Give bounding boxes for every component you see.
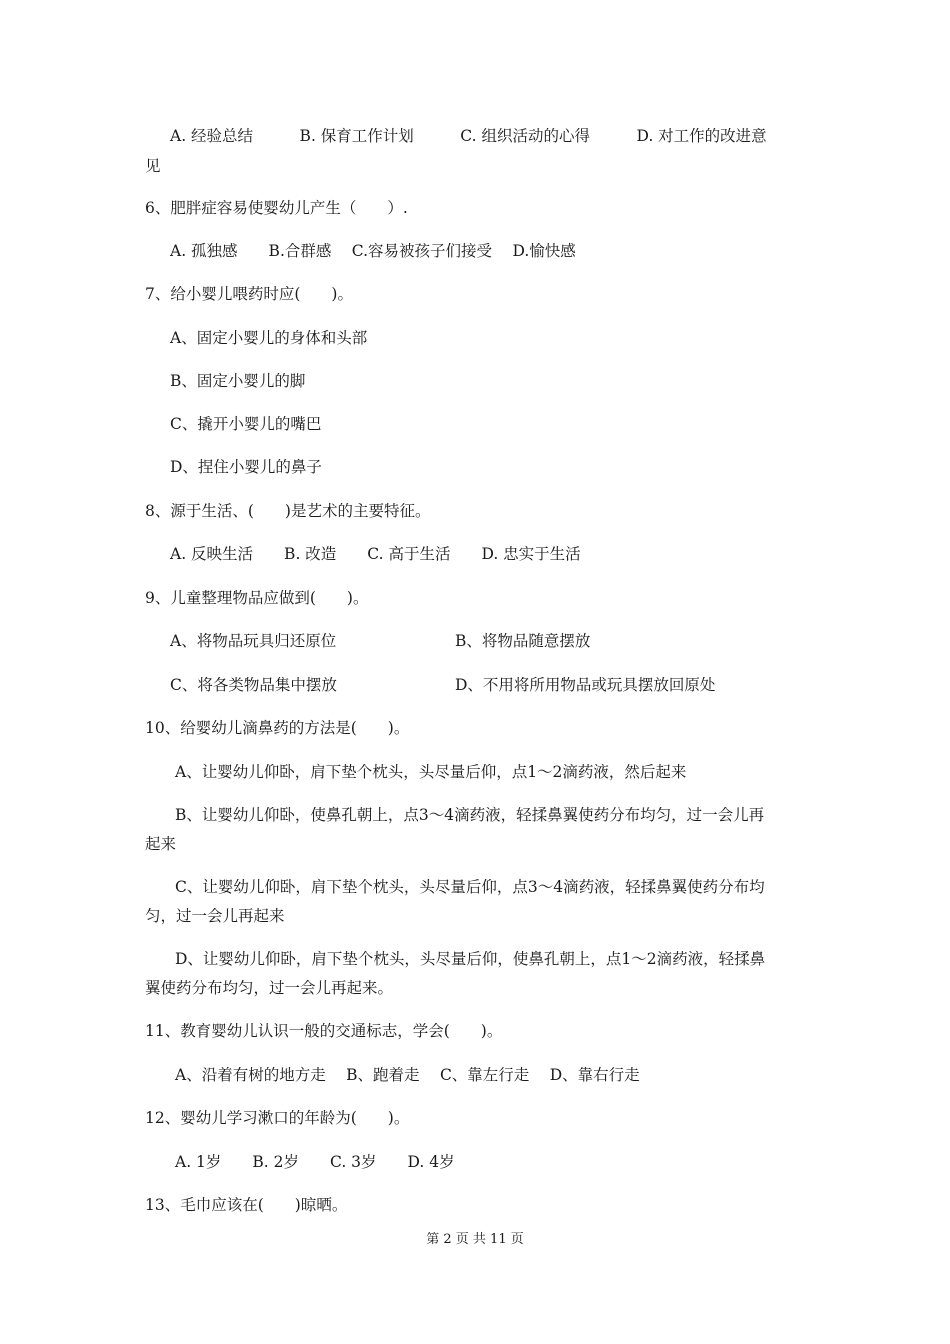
q5-options: A. 经验总结 B. 保育工作计划 C. 组织活动的心得 D. 对工作的改进意: [170, 127, 767, 145]
question-6: 6、肥胖症容易使婴幼儿产生（ ）.: [145, 199, 408, 217]
q9-option-b: B、将物品随意摆放: [455, 632, 591, 650]
question-10: 10、给婴幼儿滴鼻药的方法是( )。: [145, 719, 410, 737]
q9-option-d: D、不用将所用物品或玩具摆放回原处: [455, 676, 716, 694]
q7-option-b: B、固定小婴儿的脚: [170, 372, 306, 390]
q7-option-a: A、固定小婴儿的身体和头部: [170, 329, 368, 347]
q7-option-c: C、撬开小婴儿的嘴巴: [170, 415, 322, 433]
q9-option-a: A、将物品玩具归还原位: [170, 632, 337, 650]
q7-option-d: D、捏住小婴儿的鼻子: [170, 458, 322, 476]
question-8: 8、源于生活、( )是艺术的主要特征。: [145, 502, 431, 520]
question-7: 7、给小婴儿喂药时应( )。: [145, 285, 353, 303]
page-footer: 第 2 页 共 11 页: [426, 1232, 524, 1247]
q10-option-c: C、让婴幼儿仰卧，肩下垫个枕头，头尽量后仰，点3～4滴药液，轻揉鼻翼使药分布均: [175, 878, 765, 896]
question-12: 12、婴幼儿学习漱口的年龄为( )。: [145, 1109, 410, 1127]
q12-options: A. 1岁 B. 2岁 C. 3岁 D. 4岁: [175, 1153, 455, 1171]
q10-option-b-wrap: 起来: [145, 835, 177, 853]
question-9: 9、儿童整理物品应做到( )。: [145, 589, 369, 607]
q6-options: A. 孤独感 B.合群感 C.容易被孩子们接受 D.愉快感: [170, 242, 576, 260]
q10-option-a: A、让婴幼儿仰卧，肩下垫个枕头，头尽量后仰，点1～2滴药液，然后起来: [175, 763, 687, 781]
q10-option-c-wrap: 匀，过一会儿再起来: [145, 907, 285, 925]
question-11: 11、教育婴幼儿认识一般的交通标志，学会( )。: [145, 1022, 503, 1040]
question-13: 13、毛巾应该在( )晾晒。: [145, 1196, 348, 1214]
q11-options: A、沿着有树的地方走 B、跑着走 C、靠左行走 D、靠右行走: [175, 1066, 640, 1084]
q10-option-d-wrap: 翼使药分布均匀，过一会儿再起来。: [145, 979, 394, 997]
q9-option-c: C、将各类物品集中摆放: [170, 676, 337, 694]
q10-option-d: D、让婴幼儿仰卧，肩下垫个枕头，头尽量后仰，使鼻孔朝上，点1～2滴药液，轻揉鼻: [175, 950, 766, 968]
q5-options-wrap: 见: [145, 157, 161, 175]
q10-option-b: B、让婴幼儿仰卧，使鼻孔朝上，点3～4滴药液，轻揉鼻翼使药分布均匀，过一会儿再: [175, 806, 765, 824]
q8-options: A. 反映生活 B. 改造 C. 高于生活 D. 忠实于生活: [170, 545, 581, 563]
